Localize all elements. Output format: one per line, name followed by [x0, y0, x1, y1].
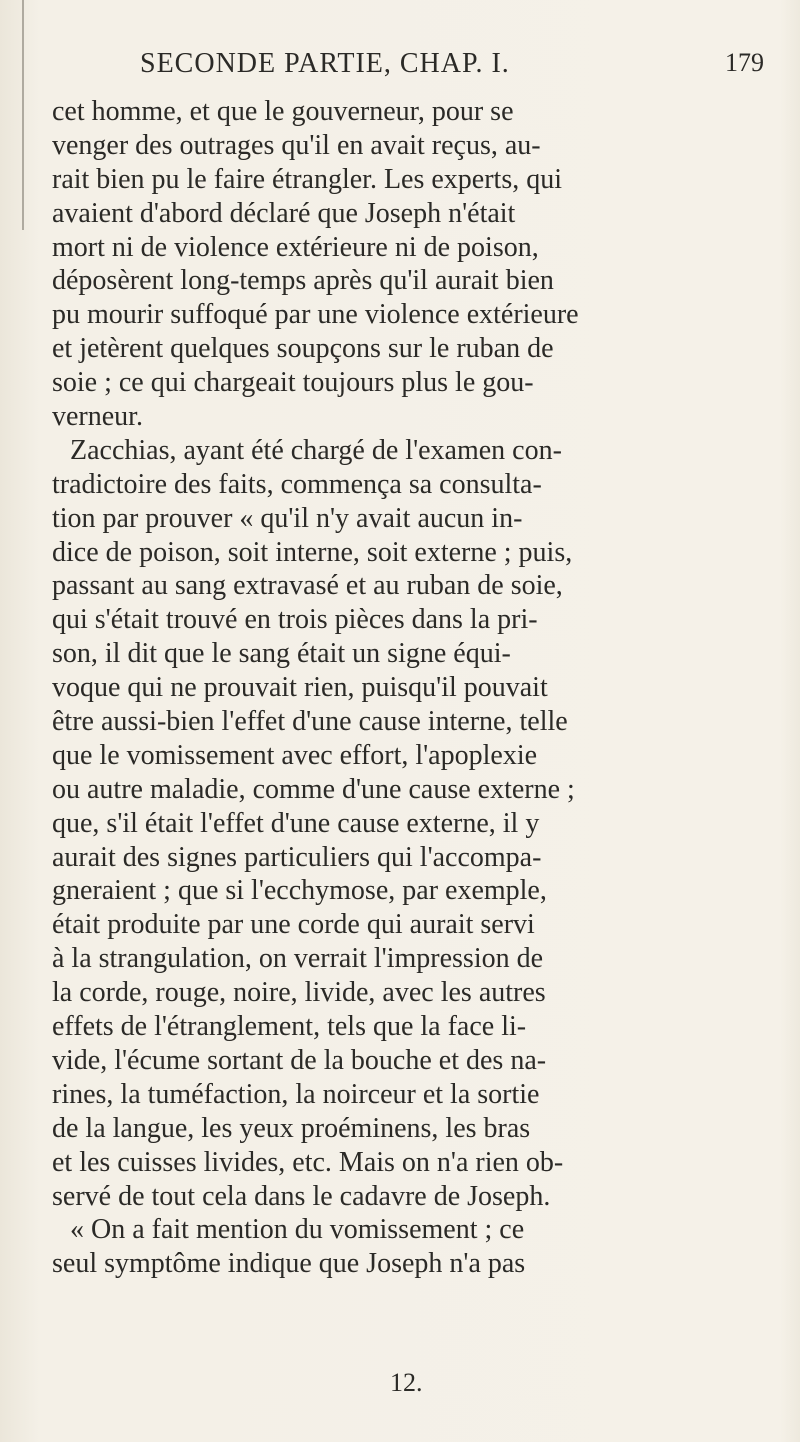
text-line: et les cuisses livides, etc. Mais on n'a rien ob- [52, 1146, 564, 1178]
text-line: cet homme, et que le gouverneur, pour se [52, 96, 514, 127]
text-line: tradictoire des faits, commença sa consulta- [52, 468, 542, 500]
text-line: pu mourir suffoqué par une violence extérieure [52, 299, 579, 331]
page-header [0, 48, 800, 88]
page-number: 179 [725, 48, 764, 77]
text-line: ou autre maladie, comme d'une cause externe ; [52, 773, 575, 805]
text-line: être aussi-bien l'effet d'une cause interne, telle [52, 706, 568, 738]
text-line: à la strangulation, on verrait l'impression de [52, 943, 544, 975]
text-line: et jetèrent quelques soupçons sur le ruban de [52, 333, 554, 365]
text-line: dice de poison, soit interne, soit externe ; puis, [52, 536, 573, 568]
signature-mark: 12. [390, 1368, 423, 1397]
text-line: était produite par une corde qui aurait servi [52, 909, 535, 941]
text-line: gneraient ; que si l'ecchymose, par exemple, [52, 875, 547, 907]
running-head: SECONDE PARTIE, CHAP. I. [140, 48, 510, 79]
text-line: seul symptôme indique que Joseph n'a pas [52, 1248, 526, 1280]
text-line: « On a fait mention du vomissement ; ce [70, 1214, 525, 1246]
body-text [52, 95, 772, 1281]
text-line: de la langue, les yeux proéminens, les bras [52, 1112, 531, 1144]
text-line: que le vomissement avec effort, l'apoplexie [52, 739, 538, 771]
text-line: vide, l'écume sortant de la bouche et des na- [52, 1044, 547, 1076]
text-line: que, s'il était l'effet d'une cause externe, il y [52, 807, 540, 839]
text-line: son, il dit que le sang était un signe équi- [52, 638, 511, 670]
text-line: la corde, rouge, noire, livide, avec les autres [52, 977, 546, 1009]
text-line: rait bien pu le faire étrangler. Les experts, qui [52, 163, 563, 195]
text-line: mort ni de violence extérieure ni de poison, [52, 231, 539, 263]
text-line: verneur. [52, 401, 143, 433]
text-line: Zacchias, ayant été chargé de l'examen con- [70, 434, 562, 466]
text-line: aurait des signes particuliers qui l'accompa- [52, 841, 542, 873]
text-line: soie ; ce qui chargeait toujours plus le gou- [52, 367, 534, 399]
text-line: venger des outrages qu'il en avait reçus, au- [52, 129, 541, 161]
text-line: effets de l'étranglement, tels que la face li- [52, 1011, 527, 1043]
text-line: tion par prouver « qu'il n'y avait aucun in- [52, 502, 523, 534]
text-line: déposèrent long-temps après qu'il aurait bien [52, 265, 554, 297]
text-line: qui s'était trouvé en trois pièces dans la pri- [52, 604, 538, 636]
binding-gutter-line [22, 0, 24, 230]
text-line: servé de tout cela dans le cadavre de Joseph. [52, 1180, 551, 1212]
text-line: avaient d'abord déclaré que Joseph n'était [52, 197, 516, 229]
text-line: rines, la tuméfaction, la noirceur et la sortie [52, 1078, 540, 1110]
text-line: voque qui ne prouvait rien, puisqu'il pouvait [52, 672, 548, 704]
text-line: passant au sang extravasé et au ruban de soie, [52, 570, 563, 602]
